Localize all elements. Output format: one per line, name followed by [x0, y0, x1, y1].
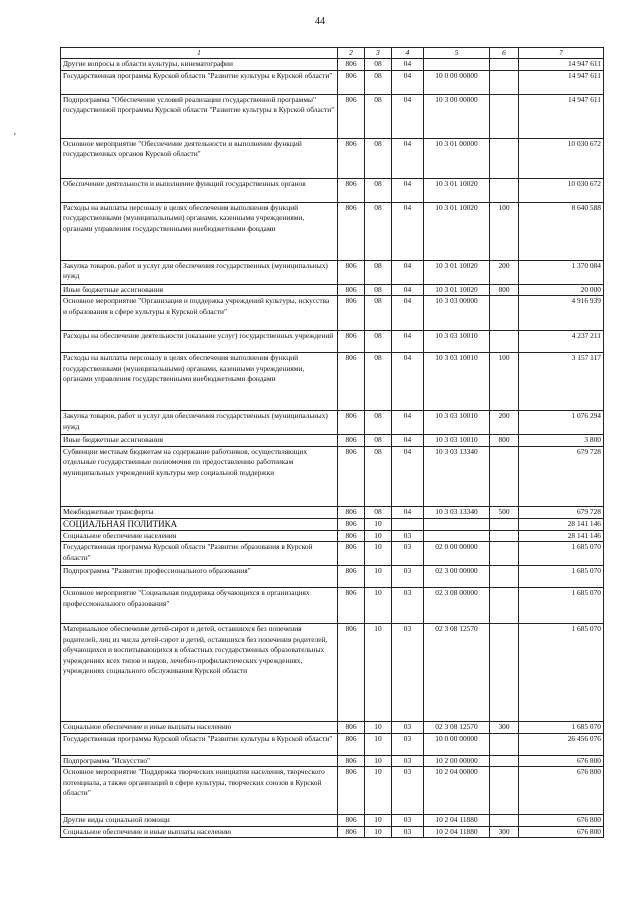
- row-rz: 10: [365, 566, 392, 588]
- row-vr: 800: [490, 284, 519, 296]
- row-csr: 10 2 04 11880: [424, 826, 490, 838]
- row-vr: [490, 530, 519, 542]
- row-csr: 10 0 00 00000: [424, 70, 490, 94]
- row-name: Материальное обеспечение детей-сирот и детей, оставшихся без попечения родителей, лиц из числа детей-сирот и детей, оставшихся без попечения родителей, обучающихся и воспитывающихся в областных государственных образовательных учреждениях всех типов и видов, лечебно-профилактических учреждениях, учреждениях социального обслуживания Курской области: [61, 624, 338, 722]
- row-name: Социальное обеспечение и иные выплаты населению: [61, 826, 338, 838]
- row-sum: 8 640 588: [519, 202, 604, 260]
- column-header-1: 1: [61, 48, 338, 59]
- row-name: Иные бюджетные ассигнования: [61, 284, 338, 296]
- row-csr: 10 3 03 10010: [424, 331, 490, 353]
- row-sum: 1 685 070: [519, 566, 604, 588]
- row-pr: 03: [392, 815, 424, 827]
- row-sum: 28 141 146: [519, 530, 604, 542]
- row-csr: 10 3 01 10020: [424, 178, 490, 202]
- row-pr: 03: [392, 624, 424, 722]
- row-pr: 03: [392, 733, 424, 755]
- row-vr: [490, 542, 519, 566]
- row-name: Расходы на выплаты персоналу в целях обеспечения выполнения функций государственными (муниципальными) органами, казенными учреждениями, органами управления государственными внебюджетными фондами: [61, 353, 338, 411]
- column-header-4: 4: [392, 48, 424, 59]
- row-sum: 1 685 070: [519, 624, 604, 722]
- row-name: Государственная программа Курской области "Развитие культуры в Курской области": [61, 733, 338, 755]
- row-csr: 10 3 01 10020: [424, 284, 490, 296]
- column-header-3: 3: [365, 48, 392, 59]
- table-row: [61, 767, 604, 815]
- row-rz: 10: [365, 755, 392, 767]
- table-header-row: [61, 48, 604, 59]
- table-row: [61, 435, 604, 447]
- row-vr: [490, 566, 519, 588]
- row-name: Другие вопросы в области культуры, кинематографии: [61, 59, 338, 71]
- row-pr: 03: [392, 767, 424, 815]
- row-sum: 676 800: [519, 815, 604, 827]
- row-ved: 806: [338, 70, 365, 94]
- row-name: Расходы на обеспечение деятельности (оказание услуг) государственных учреждений: [61, 331, 338, 353]
- page-number: 44: [315, 16, 325, 27]
- row-rz: 08: [365, 446, 392, 506]
- row-pr: 03: [392, 722, 424, 734]
- row-sum: 1 685 070: [519, 542, 604, 566]
- row-pr: 03: [392, 566, 424, 588]
- row-pr: 04: [392, 296, 424, 331]
- row-sum: 1 685 070: [519, 588, 604, 624]
- table-row: [61, 202, 604, 260]
- row-ved: 806: [338, 284, 365, 296]
- row-vr: [490, 624, 519, 722]
- row-csr: 10 2 04 11880: [424, 815, 490, 827]
- row-pr: 03: [392, 542, 424, 566]
- row-sum: 26 456 076: [519, 733, 604, 755]
- table-row: [61, 178, 604, 202]
- row-pr: 04: [392, 331, 424, 353]
- row-ved: 806: [338, 815, 365, 827]
- row-name: Иные бюджетные ассигнования: [61, 435, 338, 447]
- row-rz: 08: [365, 331, 392, 353]
- row-sum: 1 685 070: [519, 722, 604, 734]
- row-vr: [490, 138, 519, 178]
- row-vr: 200: [490, 260, 519, 284]
- row-vr: 300: [490, 722, 519, 734]
- row-csr: 02 3 08 12570: [424, 722, 490, 734]
- row-name: Государственная программа Курской области "Развитие образования в Курской области": [61, 542, 338, 566]
- row-rz: 10: [365, 542, 392, 566]
- row-csr: 10 3 01 00000: [424, 138, 490, 178]
- row-csr: 02 3 00 00000: [424, 566, 490, 588]
- row-rz: 08: [365, 260, 392, 284]
- row-name: СОЦИАЛЬНАЯ ПОЛИТИКА: [61, 518, 338, 530]
- row-ved: 806: [338, 411, 365, 435]
- table-row: [61, 733, 604, 755]
- row-ved: 806: [338, 733, 365, 755]
- row-sum: 1 370 084: [519, 260, 604, 284]
- row-sum: 4 237 211: [519, 331, 604, 353]
- table-row: [61, 411, 604, 435]
- column-header-6: 6: [490, 48, 519, 59]
- row-rz: 08: [365, 411, 392, 435]
- row-ved: 806: [338, 435, 365, 447]
- row-csr: 10 3 00 00000: [424, 94, 490, 138]
- table-row: [61, 331, 604, 353]
- column-header-7: 7: [519, 48, 604, 59]
- row-pr: 04: [392, 260, 424, 284]
- row-pr: 04: [392, 284, 424, 296]
- row-pr: 04: [392, 178, 424, 202]
- column-header-2: 2: [338, 48, 365, 59]
- row-ved: 806: [338, 59, 365, 71]
- row-sum: 676 800: [519, 826, 604, 838]
- column-header-5: 5: [424, 48, 490, 59]
- row-csr: [424, 59, 490, 71]
- row-pr: 04: [392, 70, 424, 94]
- row-sum: 14 947 611: [519, 70, 604, 94]
- table-row: [61, 94, 604, 138]
- table-row: [61, 296, 604, 331]
- row-vr: [490, 588, 519, 624]
- row-name: Закупка товаров, работ и услуг для обеспечения государственных (муниципальных) нужд: [61, 411, 338, 435]
- row-pr: 04: [392, 446, 424, 506]
- row-vr: [490, 446, 519, 506]
- row-vr: [490, 59, 519, 71]
- row-ved: 806: [338, 138, 365, 178]
- row-sum: 679 728: [519, 506, 604, 518]
- row-vr: [490, 815, 519, 827]
- row-name: Основное мероприятие "Поддержка творческих инициатив населения, творческого потенциала, а также организаций в сфере культуры, творческих союзов в Курской области": [61, 767, 338, 815]
- row-name: Межбюджетные трансферты: [61, 506, 338, 518]
- row-pr: 03: [392, 826, 424, 838]
- row-ved: 806: [338, 542, 365, 566]
- table-row: [61, 755, 604, 767]
- row-name: Социальное обеспечение и иные выплаты населению: [61, 722, 338, 734]
- row-rz: 08: [365, 506, 392, 518]
- row-name: Подпрограмма "Обеспечение условий реализации государственной программы" государственной программы Курской области "Развитие культуры в Курской области": [61, 94, 338, 138]
- row-sum: 3 157 117: [519, 353, 604, 411]
- row-csr: 10 3 03 00000: [424, 296, 490, 331]
- row-pr: 04: [392, 411, 424, 435]
- row-pr: 04: [392, 506, 424, 518]
- row-name: Государственная программа Курской области "Развитие культуры в Курской области": [61, 70, 338, 94]
- row-ved: 806: [338, 446, 365, 506]
- row-ved: 806: [338, 506, 365, 518]
- row-vr: 200: [490, 411, 519, 435]
- row-ved: 806: [338, 624, 365, 722]
- row-name: Социальное обеспечение населения: [61, 530, 338, 542]
- row-vr: 800: [490, 435, 519, 447]
- row-ved: 806: [338, 202, 365, 260]
- row-sum: 3 800: [519, 435, 604, 447]
- row-ved: 806: [338, 767, 365, 815]
- row-csr: 10 3 03 10010: [424, 435, 490, 447]
- row-pr: 04: [392, 59, 424, 71]
- row-ved: 806: [338, 260, 365, 284]
- row-name: Субвенции местным бюджетам на содержание работников, осуществляющих отдельные государственные полномочия по предоставлению работникам муниципальных учреждений культуры мер социальной поддержки: [61, 446, 338, 506]
- row-csr: 10 0 00 00000: [424, 733, 490, 755]
- row-sum: 28 141 146: [519, 518, 604, 530]
- row-name: Расходы на выплаты персоналу в целях обеспечения выполнения функций государственными (муниципальными) органами, казенными учреждениями, органами управления государственными внебюджетными фондами: [61, 202, 338, 260]
- row-rz: 08: [365, 202, 392, 260]
- row-ved: 806: [338, 566, 365, 588]
- row-ved: 806: [338, 826, 365, 838]
- row-ved: 806: [338, 722, 365, 734]
- row-pr: 04: [392, 94, 424, 138]
- row-csr: 10 3 03 10010: [424, 353, 490, 411]
- budget-table: [60, 47, 604, 838]
- row-vr: [490, 767, 519, 815]
- row-sum: 1 076 294: [519, 411, 604, 435]
- row-csr: 02 0 00 00000: [424, 542, 490, 566]
- row-sum: 676 800: [519, 767, 604, 815]
- table-row: [61, 260, 604, 284]
- row-pr: 04: [392, 202, 424, 260]
- row-ved: 806: [338, 518, 365, 530]
- row-vr: [490, 755, 519, 767]
- row-name: Закупка товаров, работ и услуг для обеспечения государственных (муниципальных) нужд: [61, 260, 338, 284]
- row-rz: 10: [365, 767, 392, 815]
- row-rz: 08: [365, 284, 392, 296]
- row-rz: 08: [365, 70, 392, 94]
- row-pr: 03: [392, 530, 424, 542]
- table-row: [61, 826, 604, 838]
- row-csr: 10 2 00 00000: [424, 755, 490, 767]
- row-ved: 806: [338, 530, 365, 542]
- row-rz: 10: [365, 722, 392, 734]
- row-vr: 100: [490, 353, 519, 411]
- row-vr: [490, 178, 519, 202]
- row-csr: 02 3 08 00000: [424, 588, 490, 624]
- table-row: [61, 284, 604, 296]
- table-row: [61, 506, 604, 518]
- table-row: [61, 70, 604, 94]
- row-sum: 679 728: [519, 446, 604, 506]
- row-rz: 08: [365, 296, 392, 331]
- margin-mark: ': [14, 132, 16, 143]
- table-row: [61, 542, 604, 566]
- row-ved: 806: [338, 94, 365, 138]
- row-rz: 10: [365, 826, 392, 838]
- row-csr: [424, 530, 490, 542]
- row-csr: 10 3 01 10020: [424, 260, 490, 284]
- row-vr: 100: [490, 202, 519, 260]
- row-csr: 10 3 01 10020: [424, 202, 490, 260]
- row-rz: 08: [365, 59, 392, 71]
- row-csr: 10 3 03 13340: [424, 506, 490, 518]
- table-row: [61, 530, 604, 542]
- row-ved: 806: [338, 755, 365, 767]
- row-rz: 10: [365, 624, 392, 722]
- row-name: Основное мероприятие "Обеспечение деятельности и выполнение функций государственных органов Курской области": [61, 138, 338, 178]
- table-row: [61, 722, 604, 734]
- row-name: Основное мероприятие "Организация и поддержка учреждений культуры, искусства и образования в сфере культуры в Курской области": [61, 296, 338, 331]
- row-ved: 806: [338, 178, 365, 202]
- row-sum: 10 030 672: [519, 138, 604, 178]
- row-csr: 02 3 08 12570: [424, 624, 490, 722]
- row-pr: 03: [392, 588, 424, 624]
- table-row: [61, 353, 604, 411]
- row-vr: [490, 94, 519, 138]
- row-rz: 08: [365, 353, 392, 411]
- table-row: [61, 518, 604, 530]
- row-rz: 10: [365, 518, 392, 530]
- row-rz: 08: [365, 94, 392, 138]
- row-name: Подпрограмма "Развитие профессионального образования": [61, 566, 338, 588]
- row-rz: 08: [365, 178, 392, 202]
- row-csr: 10 3 03 13340: [424, 446, 490, 506]
- row-rz: 08: [365, 435, 392, 447]
- row-vr: [490, 296, 519, 331]
- row-ved: 806: [338, 353, 365, 411]
- row-ved: 806: [338, 588, 365, 624]
- row-csr: [424, 518, 490, 530]
- row-pr: 04: [392, 353, 424, 411]
- row-vr: [490, 70, 519, 94]
- row-sum: 676 800: [519, 755, 604, 767]
- row-vr: [490, 331, 519, 353]
- row-vr: 300: [490, 826, 519, 838]
- row-name: Обеспечение деятельности и выполнение функций государственных органов: [61, 178, 338, 202]
- table-row: [61, 624, 604, 722]
- row-sum: 14 947 611: [519, 59, 604, 71]
- row-vr: [490, 518, 519, 530]
- row-rz: 10: [365, 530, 392, 542]
- row-csr: 10 3 03 10010: [424, 411, 490, 435]
- row-vr: 500: [490, 506, 519, 518]
- row-vr: [490, 733, 519, 755]
- row-pr: 04: [392, 435, 424, 447]
- row-sum: 4 916 939: [519, 296, 604, 331]
- row-ved: 806: [338, 331, 365, 353]
- row-name: Другие виды социальной помощи: [61, 815, 338, 827]
- table-row: [61, 446, 604, 506]
- row-name: Основное мероприятие "Социальная поддержка обучающихся в организациях профессионального образования": [61, 588, 338, 624]
- row-ved: 806: [338, 296, 365, 331]
- row-rz: 10: [365, 588, 392, 624]
- row-name: Подпрограмма "Искусство": [61, 755, 338, 767]
- table-row: [61, 566, 604, 588]
- row-pr: 04: [392, 138, 424, 178]
- row-csr: 10 2 04 00000: [424, 767, 490, 815]
- row-pr: 03: [392, 755, 424, 767]
- row-sum: 14 947 611: [519, 94, 604, 138]
- table-row: [61, 59, 604, 71]
- row-sum: 20 000: [519, 284, 604, 296]
- row-sum: 10 030 672: [519, 178, 604, 202]
- table-row: [61, 138, 604, 178]
- row-rz: 10: [365, 815, 392, 827]
- row-pr: [392, 518, 424, 530]
- table-row: [61, 588, 604, 624]
- row-rz: 08: [365, 138, 392, 178]
- row-rz: 10: [365, 733, 392, 755]
- table-row: [61, 815, 604, 827]
